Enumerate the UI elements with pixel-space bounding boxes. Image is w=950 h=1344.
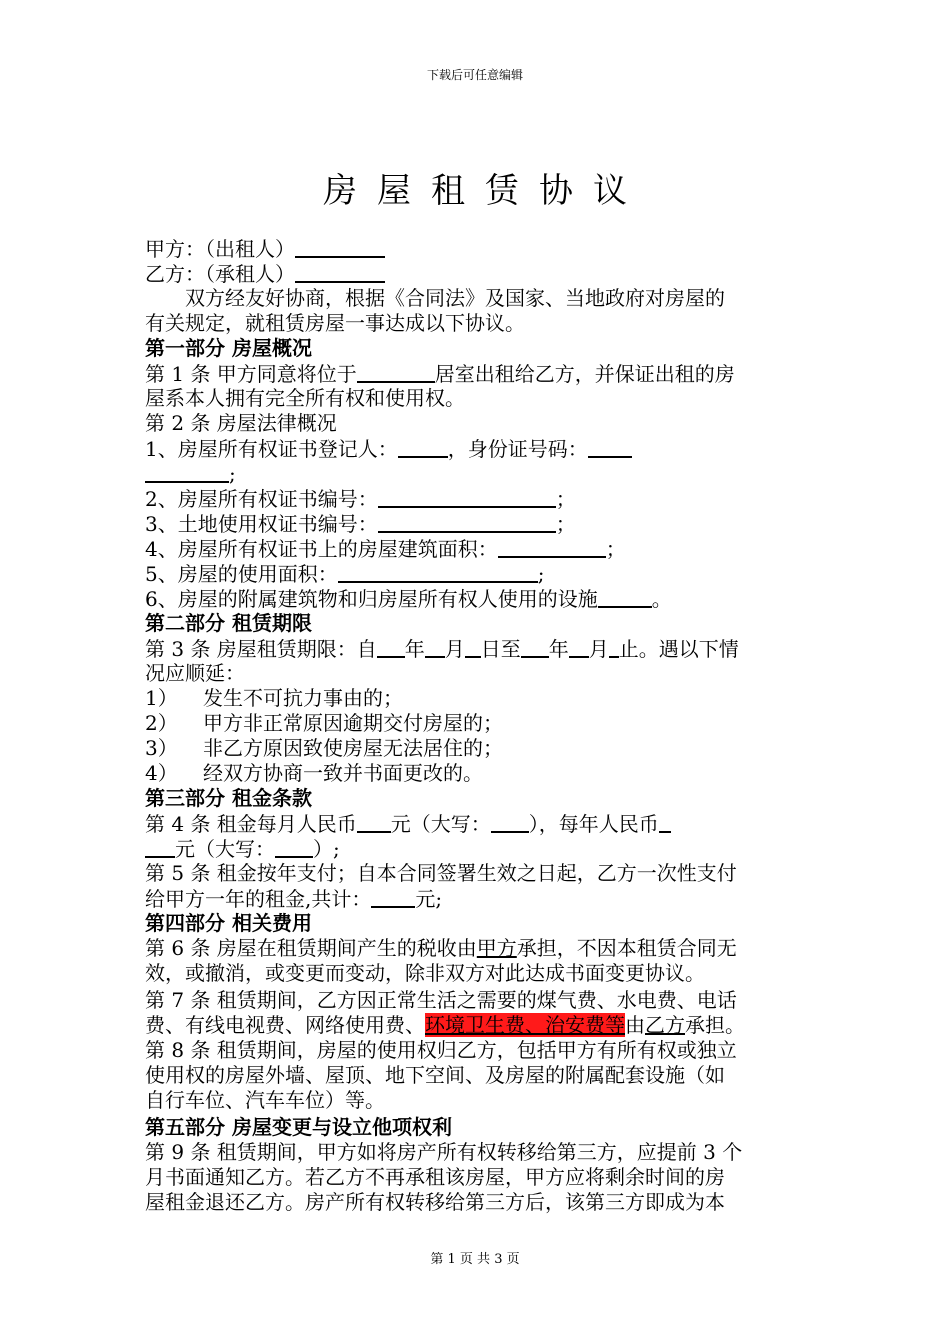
yearly-rent-blank-2[interactable] [145, 836, 175, 858]
article-2-item-5: 5、房屋的使用面积： ; [145, 562, 545, 586]
id-number-blank-1[interactable] [588, 436, 632, 458]
facilities-blank[interactable] [598, 586, 652, 608]
yearly-rent-blank-1[interactable] [659, 811, 671, 833]
article-8-line-3: 自行车位、汽车车位）等。 [145, 1088, 385, 1112]
article-2-title: 第 2 条 房屋法律概况 [145, 411, 337, 435]
party-b-blank[interactable] [295, 261, 385, 283]
list-item: 1） 发生不可抗力事由的； [145, 686, 403, 710]
monthly-rent-words-blank[interactable] [491, 811, 529, 833]
article-6-line-2: 效，或撤消，或变更而变动，除非双方对此达成书面变更协议。 [145, 961, 705, 985]
yearly-rent-words-blank[interactable] [275, 836, 313, 858]
end-month-blank[interactable] [569, 636, 589, 658]
article-6-line-1: 第 6 条 房屋在租赁期间产生的税收由甲方承担，不因本租赁合同无 [145, 936, 737, 960]
article-2-item-2: 2、房屋所有权证书编号： ； [145, 487, 576, 511]
list-item: 2） 甲方非正常原因逾期交付房屋的； [145, 711, 503, 735]
article-4-line-2: 元（大写： ）; [145, 836, 810, 861]
article-8-line-2: 使用权的房屋外墙、屋顶、地下空间、及房屋的附属配套设施（如 [145, 1063, 725, 1087]
page-footer: 第 1 页 共 3 页 [430, 1252, 520, 1267]
fee-bearer: 乙方 [645, 1013, 685, 1037]
article-1-line-1: 第 1 条 甲方同意将位于 居室出租给乙方，并保证出租的房 [145, 362, 735, 386]
party-a-line: 甲方：（出租人） [145, 236, 810, 261]
section-heading-3: 第三部分 租金条款 [145, 786, 312, 810]
document-body [145, 236, 810, 1215]
location-blank[interactable] [357, 361, 435, 383]
building-area-blank[interactable] [498, 536, 606, 558]
article-4-line-1: 第 4 条 租金每月人民币 元（大写： ），每年人民币 [145, 811, 810, 836]
document-title: 房屋租赁协议 [323, 171, 647, 211]
start-year-blank[interactable] [377, 636, 405, 658]
section-heading-5: 第五部分 房屋变更与设立他项权利 [145, 1115, 452, 1139]
article-2-item-3: 3、土地使用权证书编号： ； [145, 512, 576, 536]
list-item: 3） 非乙方原因致使房屋无法居住的； [145, 736, 503, 760]
article-3-line-2: 况应顺延： [145, 661, 245, 685]
list-item: 4） 经双方协商一致并书面更改的。 [145, 761, 483, 785]
article-1-line-2: 屋系本人拥有完全所有权和使用权。 [145, 386, 465, 410]
total-rent-blank[interactable] [371, 886, 415, 908]
tax-bearer: 甲方 [476, 936, 517, 960]
article-9-line-3: 屋租金退还乙方。房产所有权转移给第三方后，该第三方即成为本 [145, 1190, 725, 1214]
party-b-line: 乙方：（承租人） [145, 261, 810, 286]
article-2-item-1: 1、房屋所有权证书登记人： ，身份证号码： [145, 436, 810, 461]
id-number-blank-2[interactable] [145, 461, 229, 483]
article-5-line-1: 第 5 条 租金按年支付；自本合同签署生效之日起，乙方一次性支付 [145, 861, 737, 885]
section-heading-1: 第一部分 房屋概况 [145, 336, 312, 360]
article-9-line-1: 第 9 条 租赁期间，甲方如将房产所有权转移给第三方，应提前 3 个 [145, 1140, 743, 1164]
article-8-line-1: 第 8 条 租赁期间，房屋的使用权归乙方，包括甲方有所有权或独立 [145, 1038, 737, 1062]
land-cert-blank[interactable] [378, 511, 556, 533]
article-3-line-1: 第 3 条 房屋租赁期限：自 年 月 日至 年 月 止。遇以下情 [145, 637, 739, 661]
header-note: 下载后可任意编辑 [426, 68, 523, 82]
section-heading-4: 第四部分 相关费用 [145, 911, 312, 935]
article-5-line-2: 给甲方一年的租金,共计： 元; [145, 887, 443, 911]
article-9-line-2: 月书面通知乙方。若乙方不再承租该房屋，甲方应将剩余时间的房 [145, 1165, 725, 1189]
end-day-blank[interactable] [609, 636, 619, 658]
usable-area-blank[interactable] [338, 561, 538, 583]
article-7-line-2: 费、有线电视费、网络使用费、环境卫生费、治安费等由乙方承担。 [145, 1013, 745, 1037]
article-7-line-1: 第 7 条 租赁期间，乙方因正常生活之需要的煤气费、水电费、电话 [145, 988, 737, 1012]
start-month-blank[interactable] [425, 636, 445, 658]
highlighted-fees: 环境卫生费、治安费等 [425, 1013, 625, 1037]
article-2-item-4: 4、房屋所有权证书上的房屋建筑面积： ； [145, 537, 626, 561]
start-day-blank[interactable] [465, 636, 481, 658]
intro-line-2: 有关规定，就租赁房屋一事达成以下协议。 [145, 311, 525, 335]
monthly-rent-blank[interactable] [357, 811, 391, 833]
registrant-blank[interactable] [398, 436, 448, 458]
article-2-item-6: 6、房屋的附属建筑物和归房屋所有权人使用的设施 。 [145, 587, 672, 611]
ownership-cert-blank[interactable] [378, 486, 556, 508]
section-heading-2: 第二部分 租赁期限 [145, 611, 312, 635]
end-year-blank[interactable] [521, 636, 549, 658]
article-2-item-1-cont: ; [145, 461, 810, 486]
party-a-blank[interactable] [295, 236, 385, 258]
intro-line-1: 双方经友好协商，根据《合同法》及国家、当地政府对房屋的 [185, 286, 725, 310]
